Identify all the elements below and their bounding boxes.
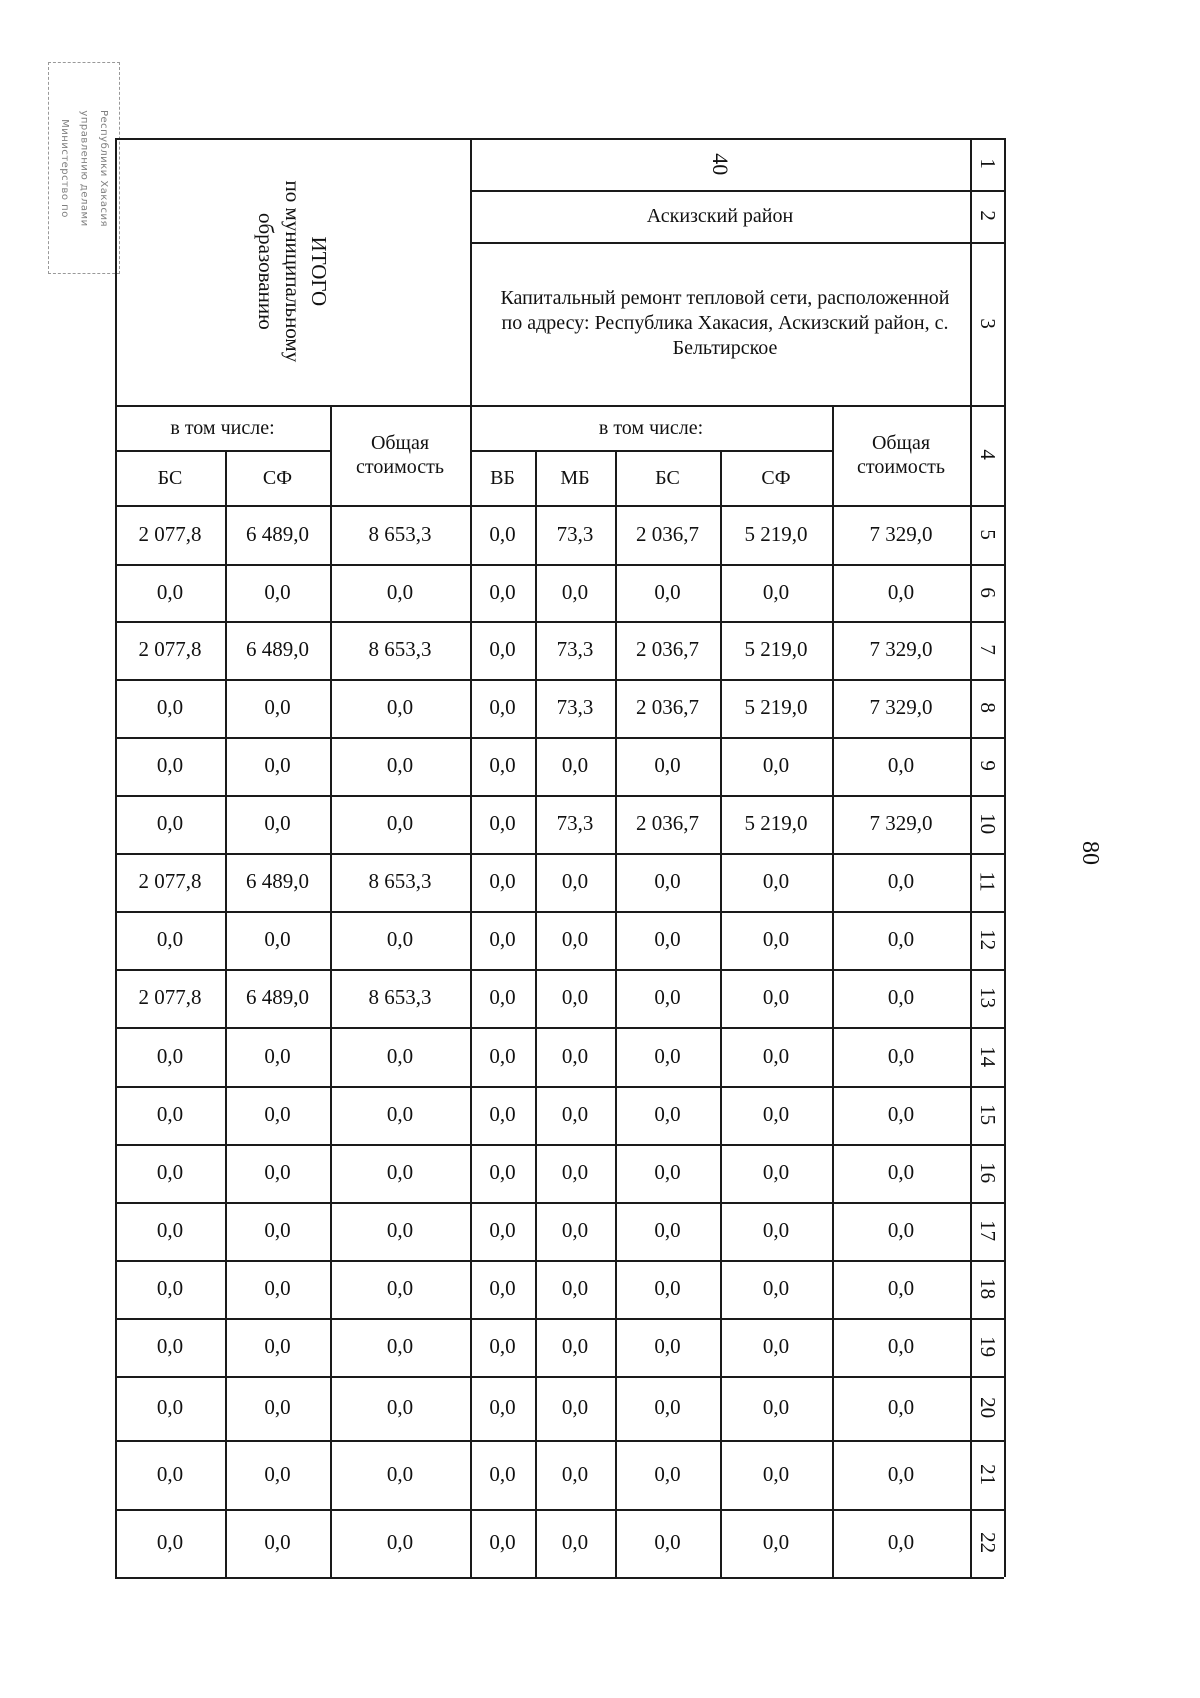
cell-vb: 0,0 bbox=[489, 1160, 516, 1185]
cell-mb: 0,0 bbox=[561, 1102, 589, 1127]
cell-sf2: 5 219,0 bbox=[744, 811, 808, 836]
cell-bs: 0,0 bbox=[156, 1218, 184, 1243]
col-sf-header: СФ bbox=[262, 466, 293, 489]
cell-mb: 0,0 bbox=[561, 1334, 589, 1359]
cell-sf2: 0,0 bbox=[762, 1461, 790, 1486]
row-number-cell bbox=[470, 138, 970, 190]
cell-sf: 0,0 bbox=[264, 1218, 291, 1243]
cell-vb: 0,0 bbox=[489, 1461, 516, 1486]
cell-total-cost: 0,0 bbox=[386, 1276, 414, 1301]
cell-bs: 0,0 bbox=[156, 811, 184, 836]
cell-vb: 0,0 bbox=[489, 1218, 516, 1243]
column-number bbox=[970, 1509, 1004, 1577]
cell-sf: 0,0 bbox=[264, 695, 291, 720]
column-number-text: 22 bbox=[975, 1532, 1000, 1554]
cell-vb: 0,0 bbox=[489, 927, 516, 952]
cell-total-cost: 0,0 bbox=[386, 1461, 414, 1486]
column-number bbox=[970, 679, 1004, 737]
cell-total-cost-right: 7 329,0 bbox=[869, 521, 933, 546]
cell-sf2: 0,0 bbox=[762, 927, 790, 952]
cell-mb: 0,0 bbox=[561, 927, 589, 952]
column-number-text: 16 bbox=[975, 1162, 1000, 1184]
column-number-text: 1 bbox=[975, 158, 1000, 170]
cell-total-cost: 8 653,3 bbox=[368, 637, 432, 662]
cell-sf2: 0,0 bbox=[762, 1160, 790, 1185]
cell-mb: 0,0 bbox=[561, 1395, 589, 1420]
total-title-line: ИТОГО bbox=[306, 236, 331, 307]
cell-mb: 0,0 bbox=[561, 985, 589, 1010]
cell-bs: 2 077,8 bbox=[138, 637, 202, 662]
cell-bs: 2 077,8 bbox=[138, 521, 202, 546]
cell-total-cost: 0,0 bbox=[386, 1530, 414, 1555]
cell-total-cost-right: 0,0 bbox=[887, 753, 915, 778]
cell-sf: 0,0 bbox=[264, 1530, 291, 1555]
cell-sf: 0,0 bbox=[264, 753, 291, 778]
cell-total-cost: 0,0 bbox=[386, 1102, 414, 1127]
cell-total-cost-right: 0,0 bbox=[887, 985, 915, 1010]
cell-sf: 0,0 bbox=[264, 1276, 291, 1301]
col-mb-header: МБ bbox=[560, 466, 590, 489]
stamp-text: управлению делами bbox=[78, 109, 90, 227]
cell-bs: 0,0 bbox=[156, 579, 184, 604]
cell-total-cost-right: 0,0 bbox=[887, 1334, 915, 1359]
object-name: Капитальный ремонт тепловой сети, расположенной по адресу: Республика Хакасия, Аскизский район, с. Бельтирское bbox=[500, 287, 950, 359]
cell-bs2: 0,0 bbox=[654, 1461, 681, 1486]
cell-bs2: 2 036,7 bbox=[636, 695, 699, 720]
column-number bbox=[970, 1086, 1004, 1144]
column-number-border bbox=[970, 1577, 1004, 1579]
cell-total-cost-right: 7 329,0 bbox=[869, 695, 933, 720]
cell-bs: 2 077,8 bbox=[138, 869, 202, 894]
cell-bs: 0,0 bbox=[156, 1160, 184, 1185]
column-number bbox=[970, 1144, 1004, 1202]
cell-bs: 0,0 bbox=[156, 1395, 184, 1420]
column-number-text: 13 bbox=[975, 987, 1000, 1009]
cell-total-cost: 0,0 bbox=[386, 1160, 414, 1185]
column-number-text: 10 bbox=[975, 813, 1000, 835]
stamp-text: Республики Хакасия bbox=[98, 109, 110, 227]
stamp-line bbox=[97, 67, 111, 269]
cell-total-cost: 0,0 bbox=[386, 1395, 414, 1420]
cell-sf2: 0,0 bbox=[762, 1334, 790, 1359]
column-number-text: 14 bbox=[975, 1046, 1000, 1067]
cell-sf2: 0,0 bbox=[762, 1043, 790, 1068]
cell-sf2: 0,0 bbox=[762, 869, 790, 894]
cell-bs2: 0,0 bbox=[654, 869, 681, 894]
cell-vb: 0,0 bbox=[489, 521, 516, 546]
cell-mb: 0,0 bbox=[561, 869, 589, 894]
cell-sf: 0,0 bbox=[264, 1395, 291, 1420]
cell-sf: 6 489,0 bbox=[246, 521, 309, 546]
column-number bbox=[970, 138, 1004, 190]
cell-total-cost-right: 0,0 bbox=[887, 1043, 915, 1068]
cell-total-cost: 0,0 bbox=[386, 1218, 414, 1243]
col-sf2-header: СФ bbox=[761, 466, 791, 489]
column-number-text: 2 bbox=[975, 210, 1000, 222]
cell-total-cost-right: 0,0 bbox=[887, 1461, 915, 1486]
cell-bs: 0,0 bbox=[156, 695, 184, 720]
cell-bs2: 0,0 bbox=[654, 753, 681, 778]
cell-sf: 0,0 bbox=[264, 1461, 291, 1486]
cell-total-cost-right: 0,0 bbox=[887, 1530, 915, 1555]
cell-sf: 6 489,0 bbox=[246, 985, 309, 1010]
cell-sf: 0,0 bbox=[264, 1160, 291, 1185]
cell-sf: 0,0 bbox=[264, 579, 291, 604]
cell-mb: 0,0 bbox=[561, 579, 589, 604]
column-number bbox=[970, 795, 1004, 853]
cell-total-cost: 8 653,3 bbox=[368, 985, 432, 1010]
cell-mb: 0,0 bbox=[561, 1043, 589, 1068]
column-number bbox=[970, 190, 1004, 242]
in-total-label: в том числе: bbox=[170, 416, 275, 439]
column-number bbox=[970, 1260, 1004, 1318]
cell-sf2: 0,0 bbox=[762, 1530, 790, 1555]
cell-total-cost: 0,0 bbox=[386, 579, 414, 604]
cell-bs: 2 077,8 bbox=[138, 985, 202, 1010]
cell-total-cost: 0,0 bbox=[386, 1043, 414, 1068]
cell-total-cost: 0,0 bbox=[386, 753, 414, 778]
table-border-right bbox=[1004, 138, 1006, 1577]
column-number-text: 12 bbox=[975, 929, 1000, 951]
cell-bs2: 0,0 bbox=[654, 579, 681, 604]
cell-bs: 0,0 bbox=[156, 1334, 184, 1359]
cell-vb: 0,0 bbox=[489, 637, 516, 662]
cell-bs2: 2 036,7 bbox=[636, 811, 699, 836]
cell-vb: 0,0 bbox=[489, 753, 516, 778]
cell-sf2: 0,0 bbox=[762, 753, 790, 778]
total-title bbox=[253, 181, 332, 363]
column-number-text: 5 bbox=[975, 529, 1000, 540]
total-title-line: по муниципальному bbox=[280, 180, 305, 363]
cell-bs: 0,0 bbox=[156, 927, 184, 952]
cell-vb: 0,0 bbox=[489, 579, 516, 604]
column-number-text: 15 bbox=[975, 1104, 1000, 1126]
cell-vb: 0,0 bbox=[489, 1395, 516, 1420]
column-number bbox=[970, 505, 1004, 564]
column-number-text: 11 bbox=[975, 871, 1000, 893]
cell-bs: 0,0 bbox=[156, 1043, 184, 1068]
cell-sf: 0,0 bbox=[264, 1043, 291, 1068]
column-number-text: 21 bbox=[975, 1464, 1000, 1485]
cell-vb: 0,0 bbox=[489, 1334, 516, 1359]
cell-mb: 0,0 bbox=[561, 1276, 589, 1301]
cell-bs2: 2 036,7 bbox=[636, 521, 699, 546]
district-name: Аскизский район bbox=[646, 205, 794, 227]
column-number-text: 3 bbox=[975, 318, 1000, 329]
cell-bs: 0,0 bbox=[156, 1102, 184, 1127]
cell-mb: 73,3 bbox=[556, 521, 594, 546]
cell-sf2: 5 219,0 bbox=[744, 637, 808, 662]
cell-total-cost: 0,0 bbox=[386, 1334, 414, 1359]
cell-vb: 0,0 bbox=[489, 1276, 516, 1301]
cell-vb: 0,0 bbox=[489, 985, 516, 1010]
cell-total-cost-right: 0,0 bbox=[887, 869, 915, 894]
cell-mb: 0,0 bbox=[561, 1160, 589, 1185]
column-number-text: 4 bbox=[975, 449, 1000, 461]
column-number bbox=[970, 1440, 1004, 1509]
column-number bbox=[970, 911, 1004, 969]
total-title-line: образованию bbox=[254, 213, 279, 330]
total-cost-label-right: Общая стоимость bbox=[857, 432, 945, 478]
cell-total-cost-right: 7 329,0 bbox=[869, 811, 933, 836]
cell-total-cost-right: 0,0 bbox=[887, 1218, 915, 1243]
cell-total-cost-right: 0,0 bbox=[887, 1395, 915, 1420]
cell-bs2: 0,0 bbox=[654, 1043, 681, 1068]
cell-total-cost-right: 0,0 bbox=[887, 1160, 915, 1185]
column-number-text: 8 bbox=[975, 702, 1000, 714]
cell-total-cost: 0,0 bbox=[386, 811, 414, 836]
column-number bbox=[970, 1202, 1004, 1260]
cell-sf2: 0,0 bbox=[762, 1218, 790, 1243]
cell-mb: 0,0 bbox=[561, 1530, 589, 1555]
cell-bs: 0,0 bbox=[156, 1276, 184, 1301]
cell-total-cost-right: 0,0 bbox=[887, 927, 915, 952]
cell-total-cost: 0,0 bbox=[386, 927, 414, 952]
column-number bbox=[970, 242, 1004, 405]
cell-vb: 0,0 bbox=[489, 1530, 516, 1555]
cell-sf2: 0,0 bbox=[762, 985, 790, 1010]
column-number-text: 7 bbox=[975, 644, 1000, 656]
stamp bbox=[48, 62, 120, 274]
cell-sf: 0,0 bbox=[264, 811, 291, 836]
total-title-cell bbox=[115, 138, 470, 405]
row-number: 40 bbox=[708, 152, 734, 175]
cell-bs: 0,0 bbox=[156, 753, 184, 778]
stamp-line bbox=[77, 67, 91, 269]
cell-vb: 0,0 bbox=[489, 811, 516, 836]
cell-mb: 73,3 bbox=[556, 695, 594, 720]
col-bs-header: БС bbox=[157, 466, 183, 489]
col-vb-header: ВБ bbox=[490, 466, 515, 489]
cell-vb: 0,0 bbox=[489, 695, 516, 720]
cell-bs: 0,0 bbox=[156, 1530, 184, 1555]
cell-bs2: 0,0 bbox=[654, 1102, 681, 1127]
cell-total-cost-right: 0,0 bbox=[887, 579, 915, 604]
cell-sf2: 0,0 bbox=[762, 1395, 790, 1420]
cell-total-cost: 8 653,3 bbox=[368, 521, 432, 546]
cell-bs2: 0,0 bbox=[654, 1334, 681, 1359]
stamp-line bbox=[57, 67, 71, 269]
cell-sf2: 5 219,0 bbox=[744, 521, 808, 546]
cell-mb: 0,0 bbox=[561, 753, 589, 778]
column-number-text: 17 bbox=[975, 1220, 1000, 1242]
column-number bbox=[970, 969, 1004, 1027]
cell-total-cost-right: 0,0 bbox=[887, 1102, 915, 1127]
stamp-text: Министерство по bbox=[58, 118, 70, 218]
column-number-text: 18 bbox=[975, 1278, 1000, 1300]
cell-bs2: 0,0 bbox=[654, 927, 681, 952]
cell-sf: 0,0 bbox=[264, 1102, 291, 1127]
column-number-text: 19 bbox=[975, 1336, 1000, 1358]
cell-bs2: 0,0 bbox=[654, 1160, 681, 1185]
cell-mb: 0,0 bbox=[561, 1218, 589, 1243]
cell-bs2: 0,0 bbox=[654, 985, 681, 1010]
cell-vb: 0,0 bbox=[489, 869, 516, 894]
column-number-text: 9 bbox=[975, 760, 1000, 772]
cell-total-cost: 8 653,3 bbox=[368, 869, 432, 894]
cell-bs2: 0,0 bbox=[654, 1530, 681, 1555]
cell-total-cost-right: 7 329,0 bbox=[869, 637, 933, 662]
cell-total-cost-right: 0,0 bbox=[887, 1276, 915, 1301]
cell-sf2: 0,0 bbox=[762, 579, 790, 604]
column-number-text: 6 bbox=[975, 587, 1000, 598]
cell-total-cost: 0,0 bbox=[386, 695, 414, 720]
cell-bs2: 2 036,7 bbox=[636, 637, 699, 662]
column-number bbox=[970, 621, 1004, 679]
cell-mb: 73,3 bbox=[556, 637, 594, 662]
cell-mb: 0,0 bbox=[561, 1461, 589, 1486]
column-number bbox=[970, 1376, 1004, 1440]
cell-sf2: 0,0 bbox=[762, 1276, 790, 1301]
table-border-bottom bbox=[115, 1577, 1004, 1579]
cell-bs2: 0,0 bbox=[654, 1218, 681, 1243]
col-bs2-header: БС bbox=[655, 466, 680, 489]
column-number bbox=[970, 564, 1004, 621]
cell-bs2: 0,0 bbox=[654, 1276, 681, 1301]
cell-sf: 0,0 bbox=[264, 927, 291, 952]
cell-sf: 6 489,0 bbox=[246, 637, 309, 662]
column-number bbox=[970, 737, 1004, 795]
page-number: 80 bbox=[1077, 841, 1104, 865]
total-cost-label: Общая стоимость bbox=[356, 432, 444, 478]
cell-sf: 0,0 bbox=[264, 1334, 291, 1359]
column-number bbox=[970, 1027, 1004, 1086]
cell-bs: 0,0 bbox=[156, 1461, 184, 1486]
cell-vb: 0,0 bbox=[489, 1043, 516, 1068]
cell-vb: 0,0 bbox=[489, 1102, 516, 1127]
column-number-text: 20 bbox=[975, 1397, 1000, 1419]
column-number bbox=[970, 853, 1004, 911]
cell-bs2: 0,0 bbox=[654, 1395, 681, 1420]
column-number bbox=[970, 1318, 1004, 1376]
cell-sf2: 0,0 bbox=[762, 1102, 790, 1127]
cell-sf2: 5 219,0 bbox=[744, 695, 808, 720]
cell-sf: 6 489,0 bbox=[246, 869, 309, 894]
cell-mb: 73,3 bbox=[556, 811, 594, 836]
column-number bbox=[970, 405, 1004, 505]
in-total-label-right: в том числе: bbox=[598, 416, 704, 439]
